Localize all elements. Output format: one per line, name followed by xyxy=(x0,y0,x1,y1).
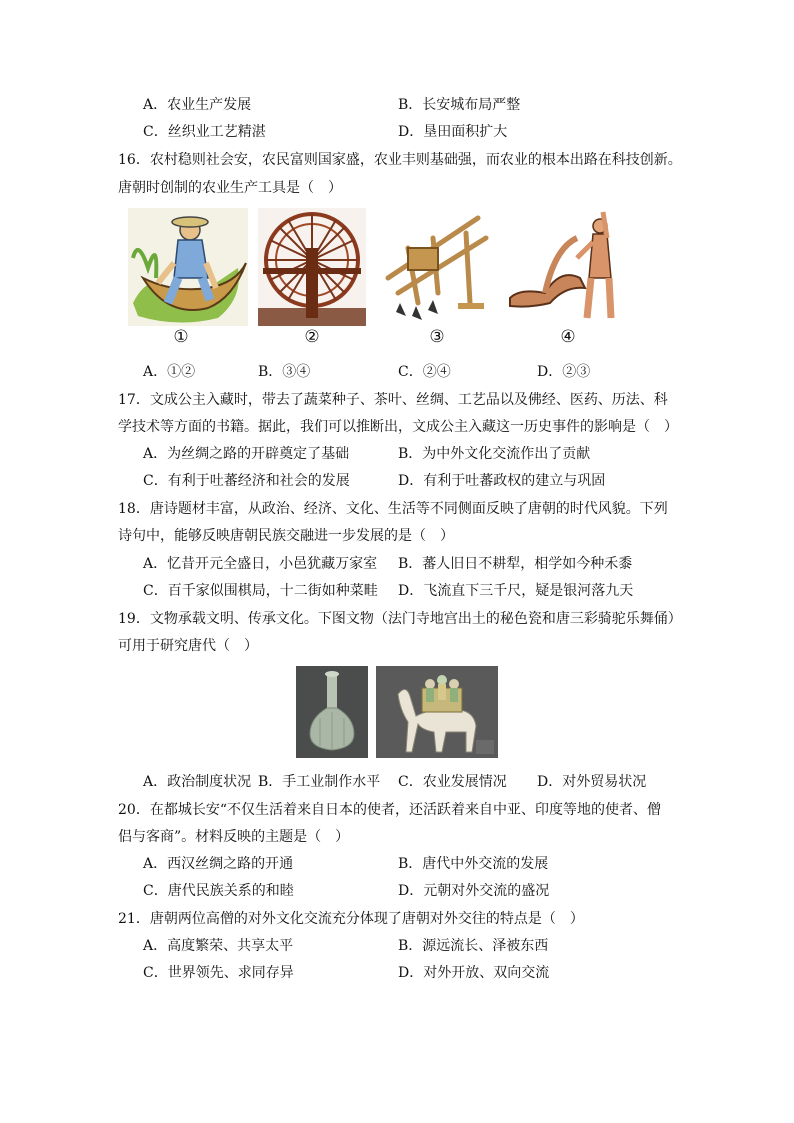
q16-option-c: C．②④ xyxy=(398,364,451,380)
q16-image-label-4: ④ xyxy=(560,327,576,347)
q15-option-d: D．垦田面积扩大 xyxy=(398,124,508,140)
q16-stem-line2: 唐朝时创制的农业生产工具是（ ） xyxy=(118,180,342,196)
q16-image-2-waterwheel xyxy=(258,208,366,326)
q17-stem-line2: 学技术等方面的书籍。据此，我们可以推断出，文成公主入藏这一历史事件的影响是（ ） xyxy=(118,419,678,435)
q21-option-c: C．世界领先、求同存异 xyxy=(143,965,294,981)
q21-option-a: A．高度繁荣、共享太平 xyxy=(143,938,294,954)
q15-option-a: A．农业生产发展 xyxy=(143,97,252,113)
q17-option-a: A．为丝绸之路的开辟奠定了基础 xyxy=(143,446,350,462)
q17-option-b: B．为中外文化交流作出了贡献 xyxy=(398,446,591,462)
q21-option-d: D．对外开放、双向交流 xyxy=(398,965,550,981)
q16-image-3-seed-drill xyxy=(378,208,490,326)
q19-option-d: D．对外贸易状况 xyxy=(537,774,647,790)
q20-option-d: D．元朝对外交流的盛况 xyxy=(398,883,550,899)
q19-option-a: A．政治制度状况 xyxy=(143,774,252,790)
q16-image-label-3: ③ xyxy=(429,327,445,347)
q17-option-d: D．有利于吐蕃政权的建立与巩固 xyxy=(398,473,606,489)
q16-image-1-farmer-tool xyxy=(128,208,248,326)
q20-stem-line2: 侣与客商”。材料反映的主题是（ ） xyxy=(118,829,350,845)
q17-option-c: C．有利于吐蕃经济和社会的发展 xyxy=(143,473,350,489)
q19-image-celadon-vase xyxy=(296,666,368,758)
q19-option-b: B．手工业制作水平 xyxy=(258,774,381,790)
q20-option-b: B．唐代中外交流的发展 xyxy=(398,856,549,872)
q16-option-d: D．②③ xyxy=(537,364,591,380)
q20-option-a: A．西汉丝绸之路的开通 xyxy=(143,856,294,872)
q16-image-label-1: ① xyxy=(173,327,189,347)
q16-option-a: A．①② xyxy=(143,364,196,380)
q16-image-4-curved-plough xyxy=(505,208,623,326)
q16-stem-line1: 16．农村稳则社会安，农民富则国家盛，农业丰则基础强，而农业的根本出路在科技创新。 xyxy=(118,152,682,168)
q18-option-b: B．蕃人旧日不耕犁，相学如今种禾黍 xyxy=(398,556,633,572)
q21-stem-line1: 21．唐朝两位高僧的对外文化交流充分体现了唐朝对外交往的特点是（ ） xyxy=(118,911,584,927)
q15-option-b: B．长安城布局严整 xyxy=(398,97,521,113)
q18-stem-line2: 诗句中，能够反映唐朝民族交融进一步发展的是（ ） xyxy=(118,528,454,544)
q19-stem-line1: 19．文物承载文明、传承文化。下图文物（法门寺地宫出土的秘色瓷和唐三彩骑驼乐舞俑） xyxy=(118,611,682,627)
q18-option-d: D．飞流直下三千尺，疑是银河落九天 xyxy=(398,583,634,599)
q16-image-label-2: ② xyxy=(304,327,320,347)
q20-option-c: C．唐代民族关系的和睦 xyxy=(143,883,294,899)
q19-option-c: C．农业发展情况 xyxy=(398,774,507,790)
q18-stem-line1: 18．唐诗题材丰富，从政治、经济、文化、生活等不同侧面反映了唐朝的时代风貌。下列 xyxy=(118,501,668,517)
q15-option-c: C．丝织业工艺精湛 xyxy=(143,124,266,140)
q19-stem-line2: 可用于研究唐代（ ） xyxy=(118,638,258,654)
q21-option-b: B．源远流长、泽被东西 xyxy=(398,938,549,954)
q18-option-a: A．忆昔开元全盛日，小邑犹藏万家室 xyxy=(143,556,378,572)
q17-stem-line1: 17．文成公主入藏时，带去了蔬菜种子、茶叶、丝绸、工艺品以及佛经、医药、历法、科 xyxy=(118,392,668,408)
q18-option-c: C．百千家似围棋局，十二街如种菜畦 xyxy=(143,583,378,599)
q19-image-sancai-camel-figure xyxy=(376,666,498,758)
q20-stem-line1: 20．在都城长安“不仅生活着来自日本的使者，还活跃着来自中亚、印度等地的使者、僧 xyxy=(118,802,661,818)
q16-option-b: B．③④ xyxy=(258,364,311,380)
